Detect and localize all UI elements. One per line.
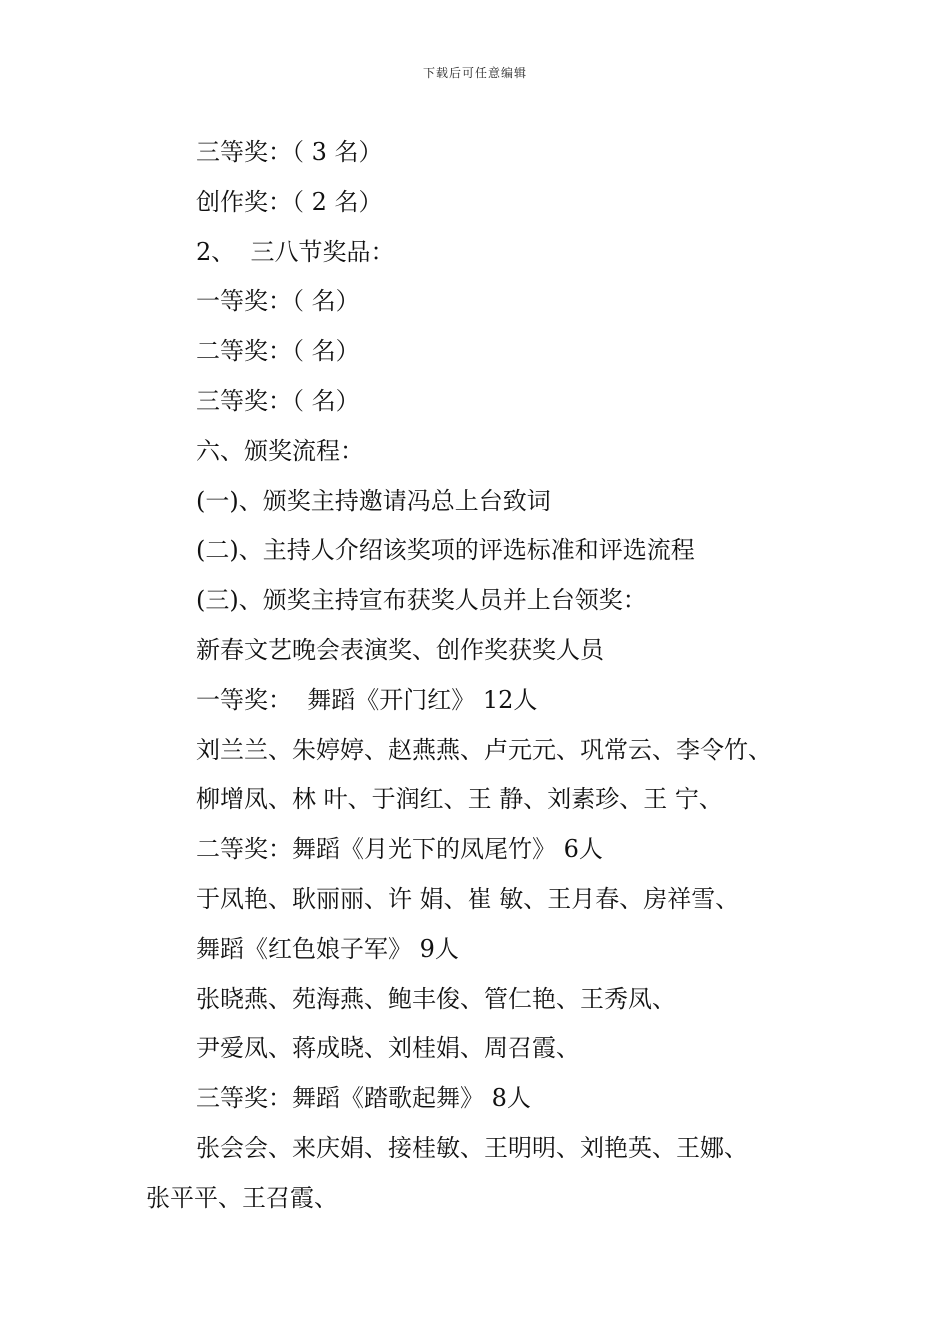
text-line: 2、 三八节奖品： — [196, 237, 395, 266]
name-list-line: 张晓燕、苑海燕、鲍丰俊、管仁艳、王秀凤、 — [196, 984, 676, 1013]
text-line: 新春文艺晚会表演奖、创作奖获奖人员 — [196, 635, 604, 664]
text-line: 二等奖：（ 名） — [196, 337, 360, 366]
text-line: (一)、颁奖主持邀请冯总上台致词 — [196, 486, 551, 515]
text-line: 舞蹈《红色娘子军》 9人 — [196, 934, 459, 963]
text-line: 一等奖：（ 名） — [196, 287, 360, 316]
text-line: (三)、颁奖主持宣布获奖人员并上台领奖： — [196, 586, 647, 615]
document-body — [0, 128, 950, 1224]
section-heading: 六、颁奖流程： — [196, 436, 364, 465]
name-list-line: 柳增凤、林 叶、于润红、王 静、刘素珍、王 宁、 — [196, 785, 723, 814]
name-list-line: 刘兰兰、朱婷婷、赵燕燕、卢元元、巩常云、李令竹、 — [196, 735, 772, 764]
text-line: 二等奖：舞蹈《月光下的凤尾竹》 6人 — [196, 835, 603, 864]
page-header-note: 下载后可任意编辑 — [422, 66, 527, 80]
text-line: 三等奖：舞蹈《踏歌起舞》 8人 — [196, 1084, 531, 1113]
name-list-line: 张平平、王召霞、 — [146, 1183, 338, 1212]
name-list-line: 于凤艳、耿丽丽、许 娟、崔 敏、王月春、房祥雪、 — [196, 884, 740, 913]
name-list-line: 尹爱凤、蒋成晓、刘桂娟、周召霞、 — [196, 1034, 580, 1063]
text-line: 三等奖：（ 名） — [196, 386, 360, 415]
text-line: 创作奖：（ 2 名） — [196, 187, 383, 216]
text-line: 三等奖：（ 3 名） — [196, 138, 383, 166]
text-line: (二)、主持人介绍该奖项的评选标准和评选流程 — [196, 536, 695, 565]
text-line: 一等奖： 舞蹈《开门红》 12人 — [196, 685, 538, 714]
name-list-line: 张会会、来庆娟、接桂敏、王明明、刘艳英、王娜、 — [196, 1133, 748, 1162]
